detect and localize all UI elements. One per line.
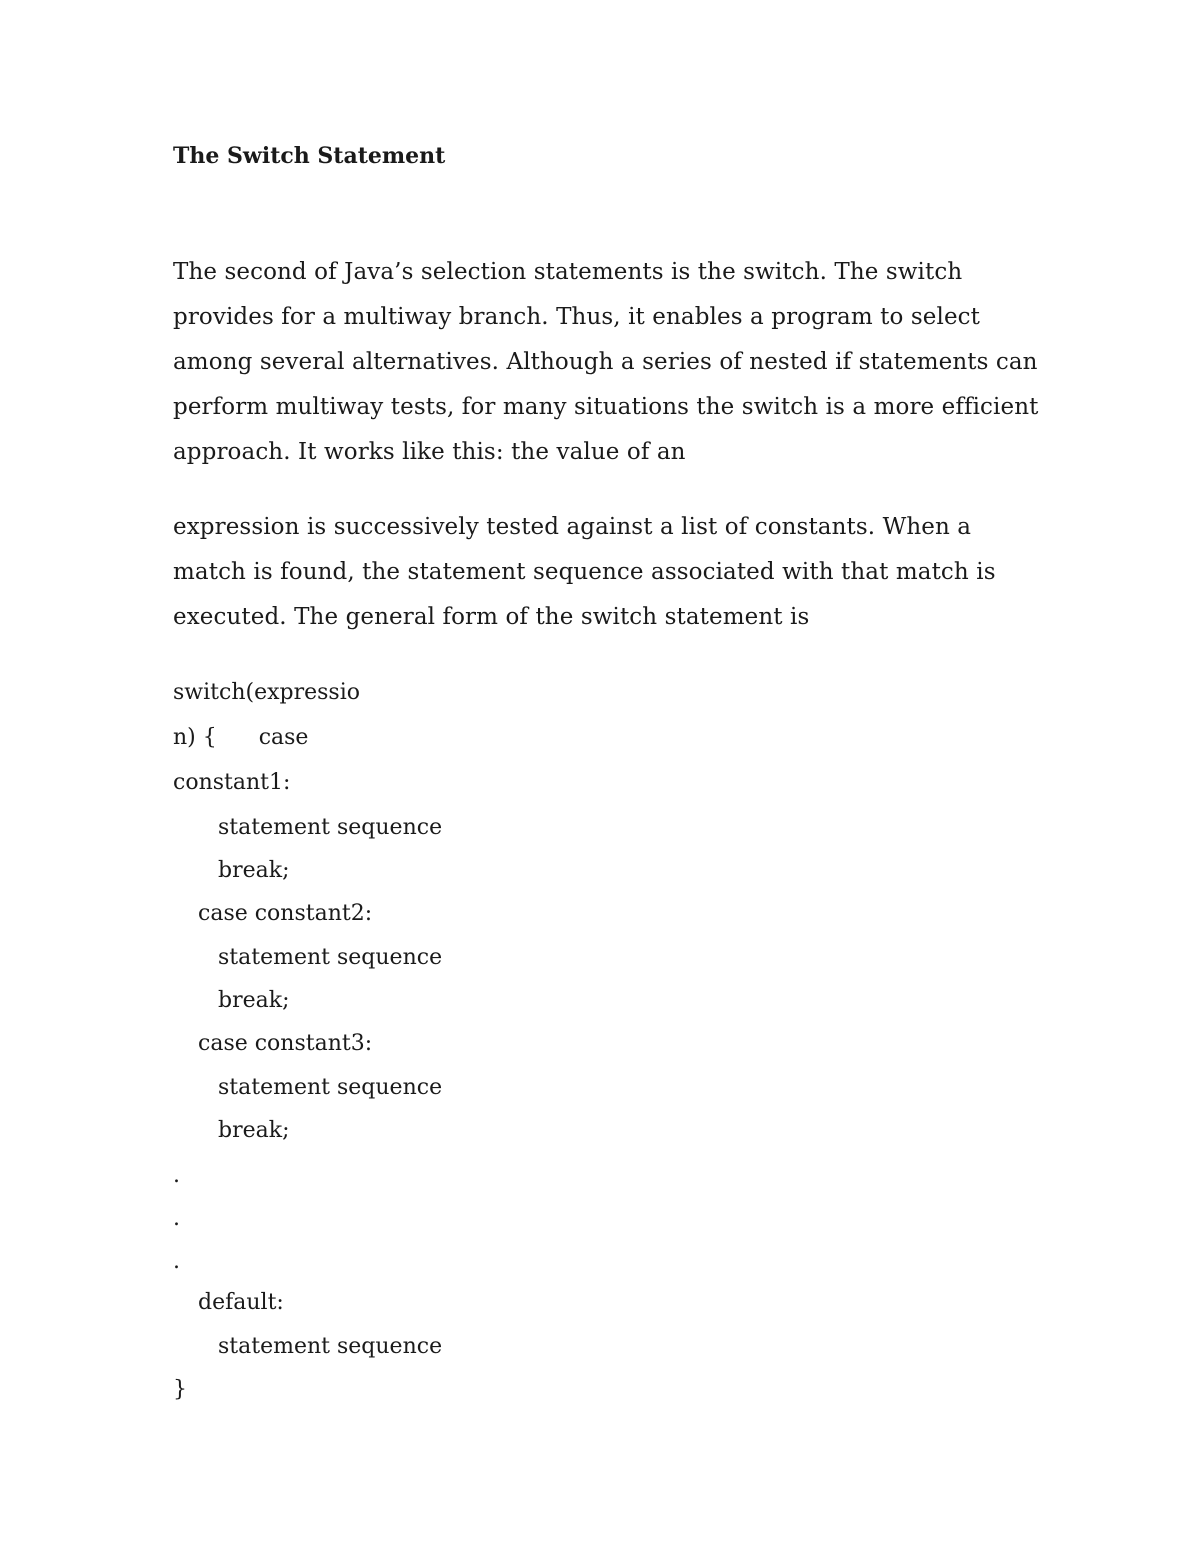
code-line: case constant2:: [198, 901, 373, 926]
code-line: constant1:: [173, 770, 291, 795]
paragraph-line: approach. It works like this: the value of an: [173, 439, 686, 465]
ellipsis-dot: .: [173, 1163, 180, 1188]
code-line: break;: [218, 858, 290, 883]
ellipsis-dot: .: [173, 1249, 180, 1274]
code-line: default:: [198, 1290, 284, 1315]
code-line: switch(expressio: [173, 680, 360, 705]
code-line: statement sequence: [218, 945, 443, 970]
code-line: }: [173, 1377, 187, 1402]
code-line: statement sequence: [218, 815, 443, 840]
paragraph-line: executed. The general form of the switch statement is: [173, 604, 810, 630]
paragraph-line: expression is successively tested against a list of constants. When a: [173, 514, 972, 540]
code-line: n) { case: [173, 725, 309, 750]
paragraph-line: match is found, the statement sequence associated with that match is: [173, 559, 996, 585]
code-line: case constant3:: [198, 1031, 373, 1056]
paragraph-line: provides for a multiway branch. Thus, it enables a program to select: [173, 304, 980, 330]
code-line: break;: [218, 1118, 290, 1143]
paragraph-line: perform multiway tests, for many situations the switch is a more efficient: [173, 394, 1039, 420]
code-line: statement sequence: [218, 1334, 443, 1359]
paragraph-line: The second of Java’s selection statements is the switch. The switch: [173, 259, 963, 285]
code-line: statement sequence: [218, 1075, 443, 1100]
paragraph-line: among several alternatives. Although a series of nested if statements can: [173, 349, 1038, 375]
ellipsis-dot: .: [173, 1206, 180, 1231]
code-line: break;: [218, 988, 290, 1013]
document-title: The Switch Statement: [173, 143, 446, 169]
